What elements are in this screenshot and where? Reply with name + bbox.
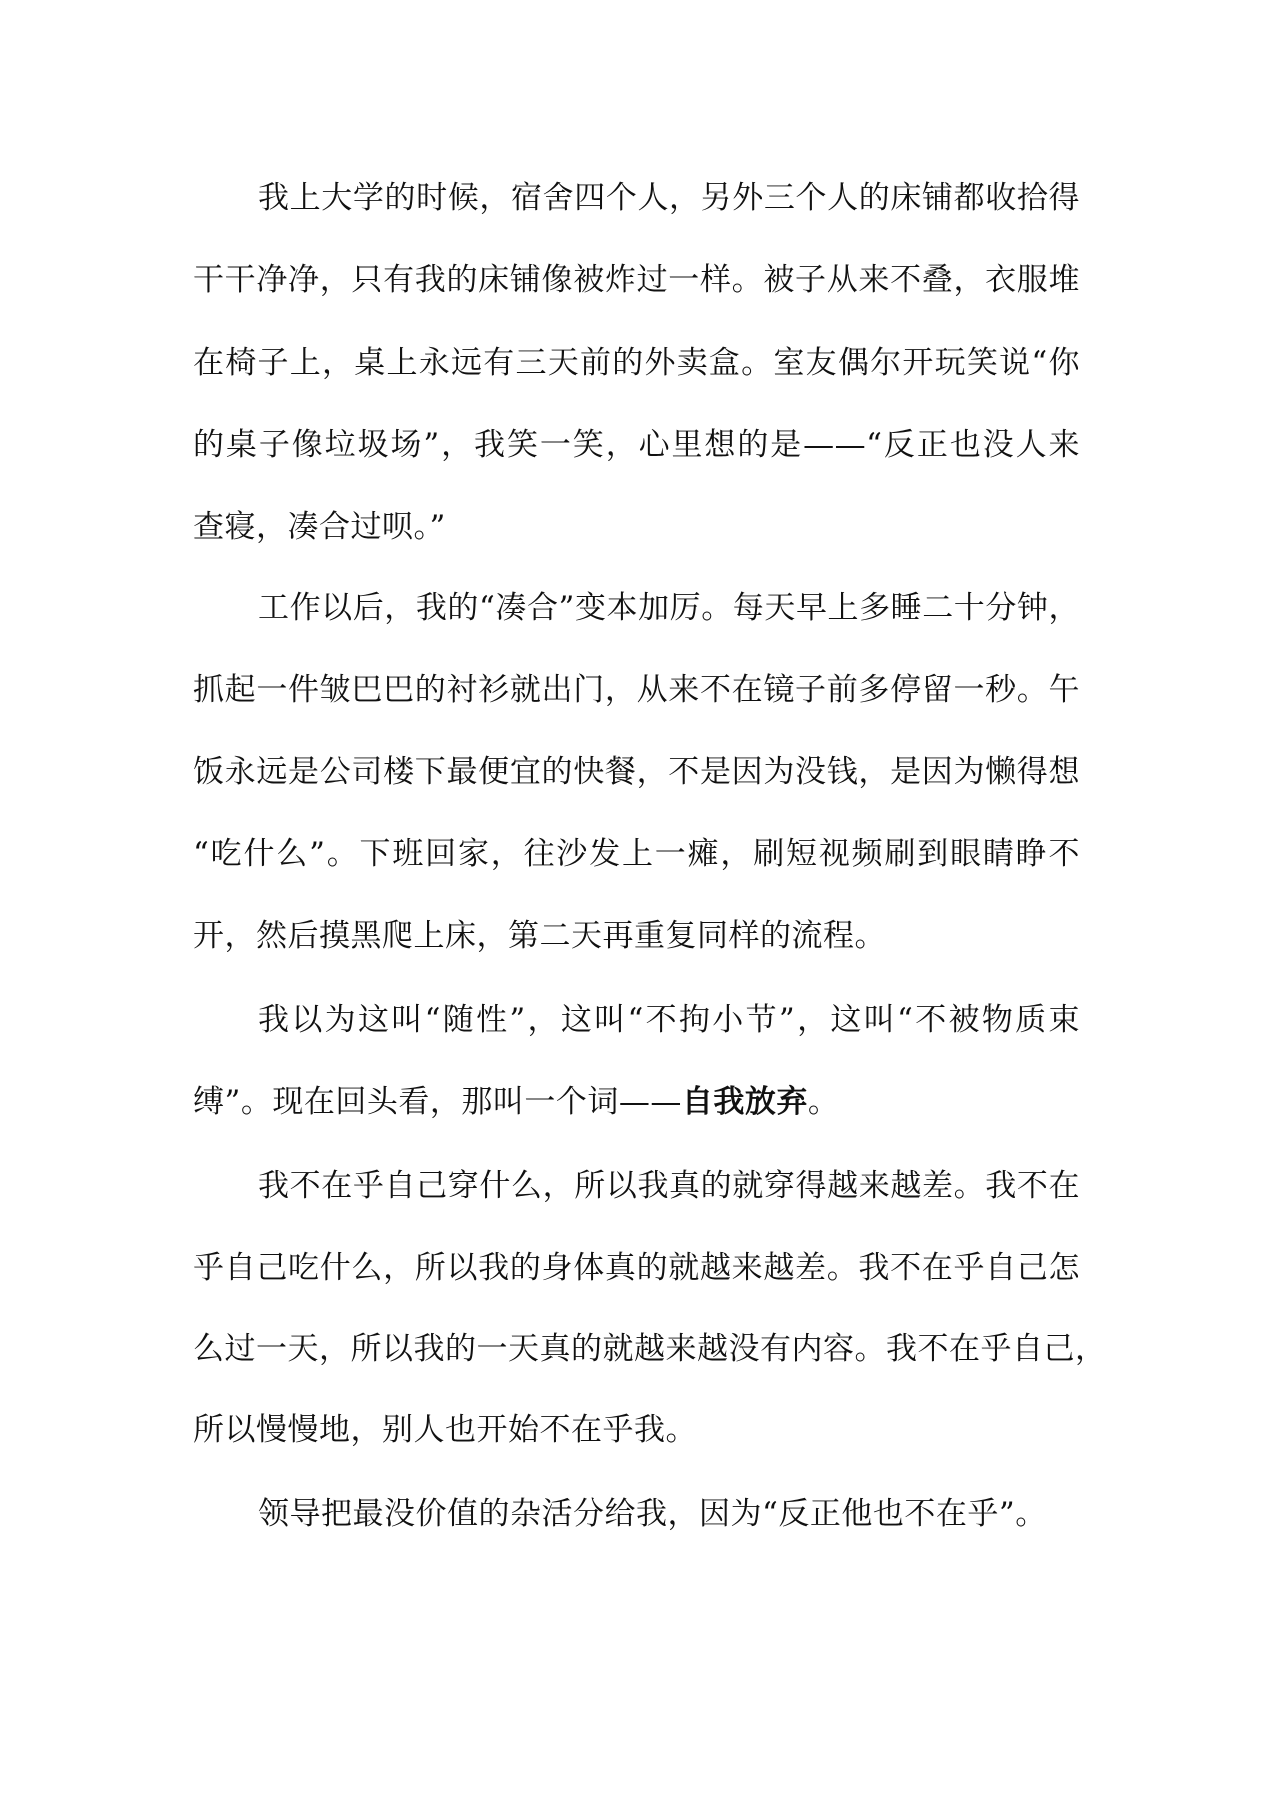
- paragraph-1-line-2: 干干净净，只有我的床铺像被炸过一样。被子从来不叠，衣服堆: [193, 262, 1080, 298]
- paragraph-2-line-2: 抓起一件皱巴巴的衬衫就出门，从来不在镜子前多停留一秒。午: [193, 672, 1080, 708]
- paragraph-1-line-4: 的桌子像垃圾场”，我笑一笑，心里想的是——“反正也没人来: [193, 427, 1080, 463]
- emphasis-text: 自我放弃: [681, 1084, 808, 1120]
- paragraph-2-line-4: “吃什么”。下班回家，往沙发上一瘫，刷短视频刷到眼睛睁不: [193, 836, 1080, 872]
- paragraph-4-line-4: 所以慢慢地，别人也开始不在乎我。: [193, 1412, 697, 1448]
- paragraph-1-line-5: 查寝，凑合过呗。”: [193, 509, 446, 545]
- paragraph-4-line-3: 么过一天，所以我的一天真的就越来越没有内容。我不在乎自己，: [193, 1331, 1107, 1367]
- paragraph-2-line-1: 工作以后，我的“凑合”变本加厉。每天早上多睡二十分钟，: [258, 590, 1080, 626]
- paragraph-1-line-1: 我上大学的时候，宿舍四个人，另外三个人的床铺都收拾得: [258, 180, 1080, 216]
- paragraph-4-line-1: 我不在乎自己穿什么，所以我真的就穿得越来越差。我不在: [258, 1168, 1080, 1204]
- paragraph-1-line-3: 在椅子上，桌上永远有三天前的外卖盒。室友偶尔开玩笑说“你: [193, 345, 1080, 381]
- paragraph-3-line-2-text: 缚”。现在回头看，那叫一个词——: [193, 1084, 682, 1120]
- paragraph-3-line-1: 我以为这叫“随性”，这叫“不拘小节”，这叫“不被物质束: [258, 1002, 1080, 1038]
- paragraph-3-line-2: [193, 1082, 839, 1122]
- paragraph-5-line-1: 领导把最没价值的杂活分给我，因为“反正他也不在乎”。: [258, 1496, 1047, 1532]
- paragraph-2-line-3: 饭永远是公司楼下最便宜的快餐，不是因为没钱，是因为懒得想: [193, 754, 1080, 790]
- paragraph-4-line-2: 乎自己吃什么，所以我的身体真的就越来越差。我不在乎自己怎: [193, 1250, 1080, 1286]
- paragraph-3-tail: 。: [807, 1084, 840, 1120]
- paragraph-2-line-5: 开，然后摸黑爬上床，第二天再重复同样的流程。: [193, 918, 886, 954]
